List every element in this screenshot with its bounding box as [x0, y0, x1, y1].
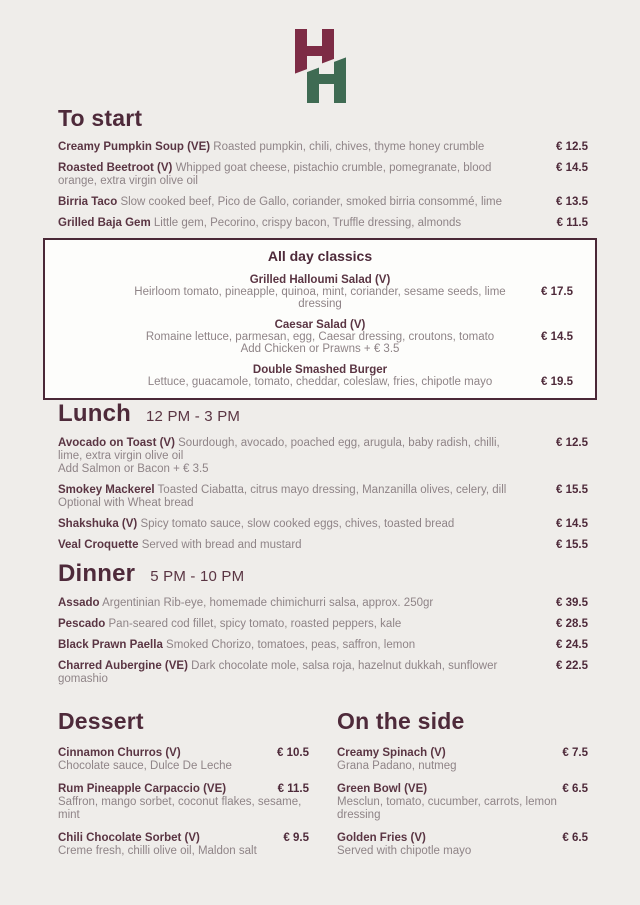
menu-item [58, 484, 588, 510]
item-name: Grilled Baja Gem [58, 217, 151, 229]
item-name: Golden Fries (V) [337, 832, 426, 844]
item-price: € 28.5 [556, 618, 588, 630]
to-start-items [58, 141, 588, 230]
item-price: € 6.5 [562, 832, 588, 844]
menu-item [58, 639, 588, 652]
classics-title: All day classics [267, 248, 373, 264]
item-price: € 7.5 [562, 747, 588, 759]
menu-item [58, 747, 309, 773]
item-name: Grilled Halloumi Salad (V) [249, 274, 391, 286]
menu-item [58, 141, 588, 154]
item-price: € 6.5 [562, 783, 588, 795]
menu-item [58, 518, 588, 531]
item-price: € 13.5 [556, 196, 588, 208]
dinner-items [58, 597, 588, 686]
item-price: € 10.5 [277, 747, 309, 759]
item-name: Avocado on Toast (V) [58, 437, 175, 449]
menu-item [57, 319, 583, 355]
item-name: Smokey Mackerel [58, 484, 155, 496]
item-description: Served with bread and mustard [141, 539, 302, 551]
dinner-title [58, 560, 588, 588]
item-description: Heirloom tomato, pineapple, quinoa, mint, coriander, sesame seeds, lime dressing [134, 286, 506, 310]
item-description: Slow cooked beef, Pico de Gallo, coriander, smoked birria consommé, lime [120, 196, 503, 208]
item-name: Caesar Salad (V) [274, 319, 366, 331]
dessert-title: Dessert [58, 708, 144, 734]
menu-item [58, 618, 588, 631]
item-name: Black Prawn Paella [58, 639, 163, 651]
item-name: Chili Chocolate Sorbet (V) [58, 832, 200, 844]
item-name: Charred Aubergine (VE) [58, 660, 188, 672]
all-day-classics-box [43, 238, 597, 400]
menu-item [58, 783, 309, 822]
item-price: € 12.5 [556, 141, 588, 153]
item-description: Lettuce, guacamole, tomato, cheddar, coleslaw, fries, chipotle mayo [147, 376, 493, 388]
item-price: € 14.5 [556, 518, 588, 530]
item-description: Little gem, Pecorino, crispy bacon, Truffle dressing, almonds [153, 217, 462, 229]
item-price: € 19.5 [541, 376, 573, 388]
item-description: Dark chocolate mole, salsa roja, hazelnut dukkah, sunflower gomashio [58, 660, 498, 685]
menu-item [58, 437, 588, 476]
menu-item [58, 217, 588, 230]
menu-item [337, 747, 588, 773]
item-price: € 24.5 [556, 639, 588, 651]
item-price: € 11.5 [556, 217, 588, 229]
menu-item [337, 783, 588, 822]
item-extra: Add Chicken or Prawns + € 3.5 [240, 343, 400, 355]
menu-item [58, 162, 588, 188]
bottom-columns [58, 708, 588, 868]
item-price: € 39.5 [556, 597, 588, 609]
dinner-hours: 5 PM - 10 PM [150, 568, 245, 585]
menu-content [0, 105, 640, 868]
item-name: Assado [58, 597, 100, 609]
item-description: Pan-seared cod fillet, spicy tomato, roasted peppers, kale [108, 618, 402, 630]
dessert-column [58, 708, 309, 868]
item-description: Served with chipotle mayo [337, 845, 472, 857]
item-description: Saffron, mango sorbet, coconut flakes, sesame, mint [58, 796, 302, 821]
item-price: € 15.5 [556, 484, 588, 496]
item-name: Double Smashed Burger [252, 364, 388, 376]
on-the-side-column [337, 708, 588, 868]
menu-item [58, 539, 588, 552]
item-description: Chocolate sauce, Dulce De Leche [58, 760, 232, 772]
restaurant-logo [0, 0, 640, 105]
item-price: € 17.5 [541, 286, 573, 298]
menu-item [58, 832, 309, 858]
item-description: Smoked Chorizo, tomatoes, peas, saffron, lemon [166, 639, 416, 651]
item-name: Shakshuka (V) [58, 518, 138, 530]
menu-item [58, 660, 588, 686]
item-price: € 14.5 [541, 331, 573, 343]
item-description: Romaine lettuce, parmesan, egg, Caesar dressing, croutons, tomato [145, 331, 495, 343]
lunch-title [58, 400, 588, 428]
item-description: Whipped goat cheese, pistachio crumble, pomegranate, blood orange, extra virgin olive oil [58, 162, 492, 187]
lunch-hours: 12 PM - 3 PM [146, 408, 241, 425]
item-name: Green Bowl (VE) [337, 783, 428, 795]
item-extra: Add Salmon or Bacon + € 3.5 [58, 463, 209, 475]
item-description: Roasted pumpkin, chili, chives, thyme honey crumble [213, 141, 485, 153]
menu-item [337, 832, 588, 858]
menu-item [58, 597, 588, 610]
on-the-side-title: On the side [337, 708, 465, 734]
lunch-title-text: Lunch [58, 400, 131, 427]
item-description: Grana Padano, nutmeg [337, 760, 457, 772]
item-name: Rum Pineapple Carpaccio (VE) [58, 783, 227, 795]
item-price: € 11.5 [277, 783, 309, 795]
item-price: € 15.5 [556, 539, 588, 551]
item-description: Creme fresh, chilli olive oil, Maldon salt [58, 845, 257, 857]
item-price: € 14.5 [556, 162, 588, 174]
item-name: Veal Croquette [58, 539, 139, 551]
menu-item [58, 196, 588, 209]
menu-item [57, 364, 583, 388]
item-description: Toasted Ciabatta, citrus mayo dressing, Manzanilla olives, celery, dill [157, 484, 507, 496]
item-price: € 12.5 [556, 437, 588, 449]
item-name: Creamy Pumpkin Soup (VE) [58, 141, 211, 153]
item-description: Mesclun, tomato, cucumber, carrots, lemon dressing [337, 796, 557, 821]
lunch-items [58, 437, 588, 552]
menu-item [57, 274, 583, 310]
item-price: € 22.5 [556, 660, 588, 672]
to-start-title: To start [58, 105, 143, 131]
dinner-title-text: Dinner [58, 560, 136, 587]
item-name: Birria Taco [58, 196, 118, 208]
item-price: € 9.5 [283, 832, 309, 844]
item-description: Sourdough, avocado, poached egg, arugula, baby radish, chilli, lime, extra virgin olive oil [58, 437, 500, 462]
item-name: Cinnamon Churros (V) [58, 747, 181, 759]
item-name: Pescado [58, 618, 106, 630]
item-description: Spicy tomato sauce, slow cooked eggs, chives, toasted bread [140, 518, 455, 530]
double-h-monogram-icon [294, 28, 347, 104]
item-name: Roasted Beetroot (V) [58, 162, 173, 174]
item-description: Argentinian Rib-eye, homemade chimichurri salsa, approx. 250gr [102, 597, 434, 609]
item-name: Creamy Spinach (V) [337, 747, 446, 759]
item-extra: Optional with Wheat bread [58, 497, 194, 509]
